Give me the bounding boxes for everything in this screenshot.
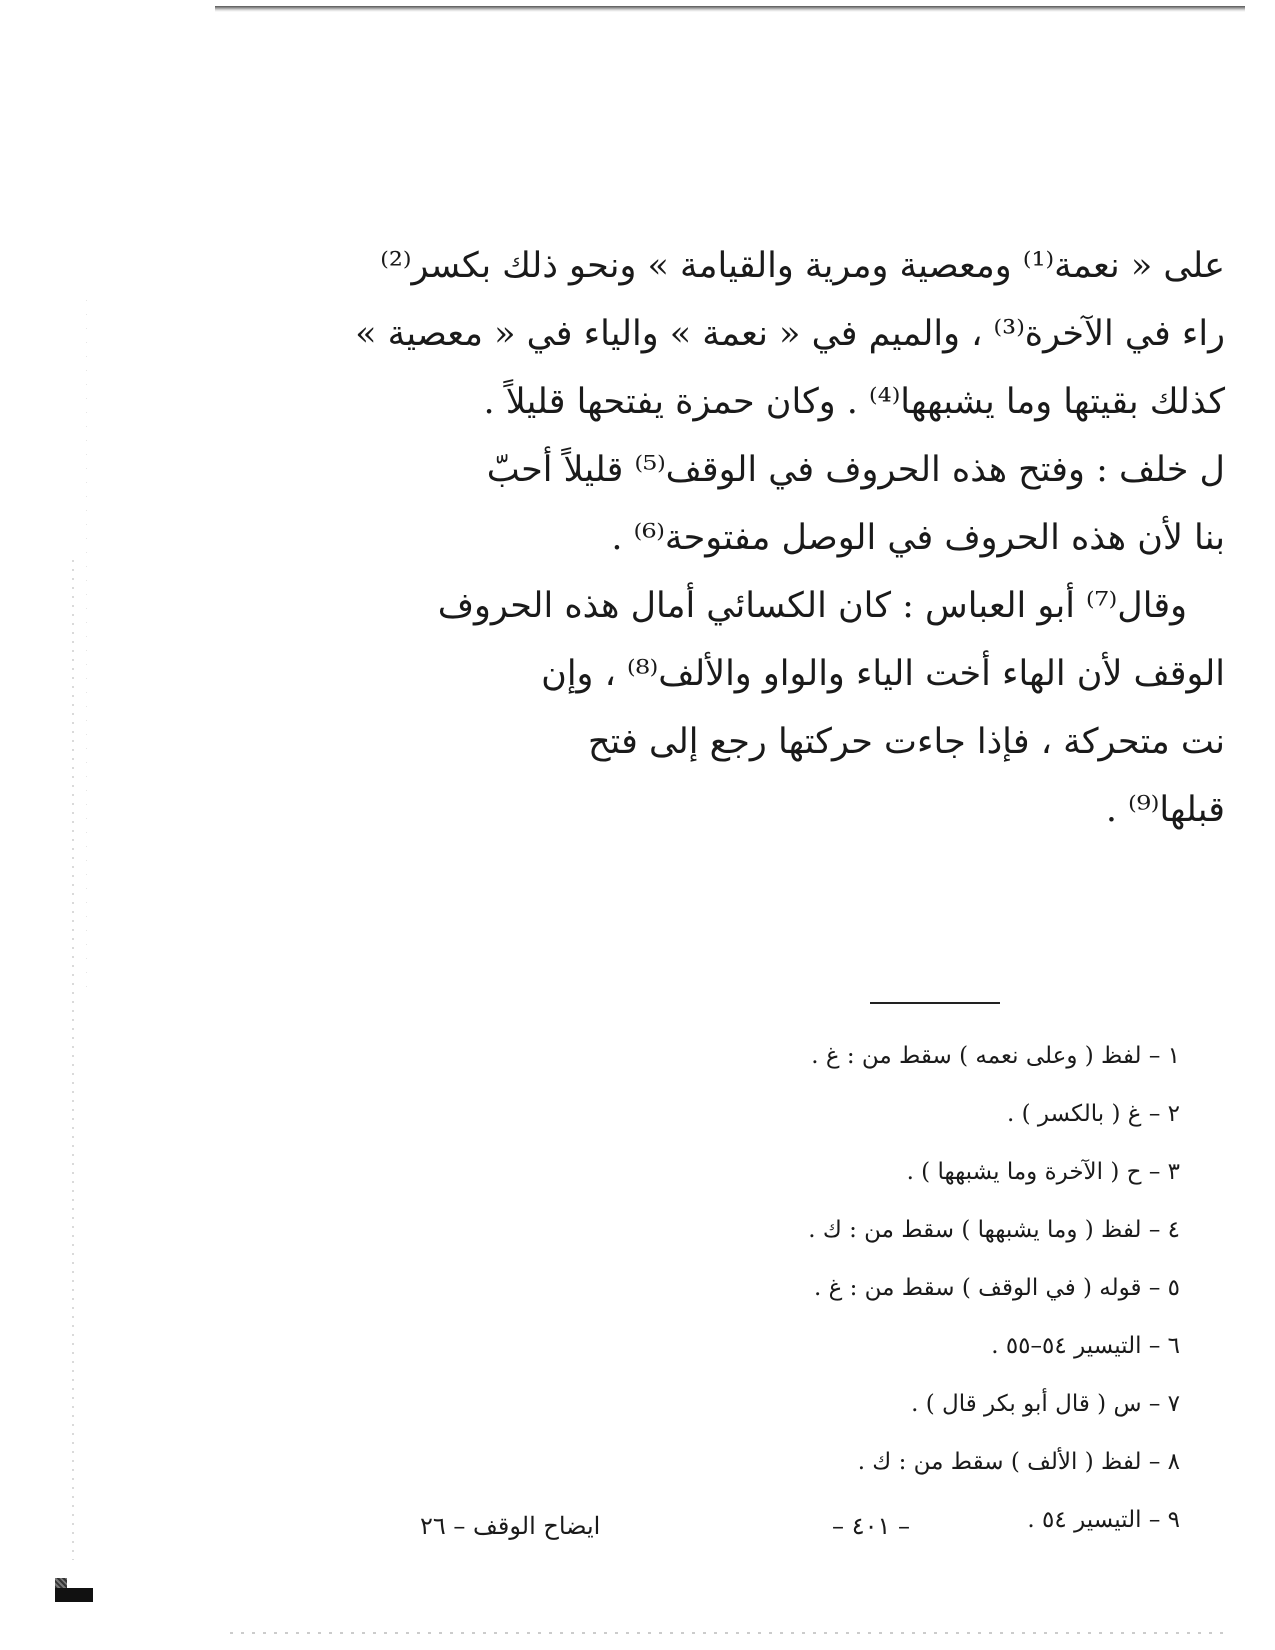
- footnote: ١ – لفظ ( وعلى نعمه ) سقط من : غ .: [811, 1043, 1180, 1069]
- scan-margin-speckle: [72, 560, 74, 1560]
- body-line: وقال⁽⁷⁾ أبو العباس : كان الكسائي أمال هذه الحروف: [437, 586, 1187, 626]
- scan-top-edge: [215, 6, 1245, 12]
- footnote: ٤ – لفظ ( وما يشبهها ) سقط من : ك .: [808, 1217, 1180, 1243]
- footnote: ٩ – التيسير ٥٤ .: [1027, 1507, 1180, 1533]
- body-text: [355, 232, 1225, 844]
- body-line: بنا لأن هذه الحروف في الوصل مفتوحة⁽⁶⁾ .: [611, 518, 1225, 558]
- footnote: ٣ – ح ( الآخرة وما يشبهها ) .: [906, 1159, 1180, 1185]
- scan-margin-speckle-inner: [86, 300, 87, 1000]
- body-line: الوقف لأن الهاء أخت الياء والواو والألف⁽⁸⁾ ، وإن: [541, 654, 1225, 694]
- scan-bottom-speckle: [230, 1632, 1230, 1634]
- footnotes-list: [740, 1027, 1180, 1549]
- footnote-separator: [870, 1002, 1000, 1004]
- footnote: ٦ – التيسير ٥٤–٥٥ .: [991, 1333, 1180, 1359]
- footnote: ٧ – س ( قال أبو بكر قال ) .: [911, 1391, 1180, 1417]
- body-line: راء في الآخرة⁽³⁾ ، والميم في « نعمة » والياء في « معصية »: [355, 314, 1225, 354]
- page-footer: [420, 1512, 910, 1552]
- body-line: نت متحركة ، فإذا جاءت حركتها رجع إلى فتح: [587, 722, 1225, 762]
- footnote: ٢ – غ ( بالكسر ) .: [1006, 1101, 1180, 1127]
- body-line: ل خلف : وفتح هذه الحروف في الوقف⁽⁵⁾ قليلاً أحبّ: [486, 450, 1225, 490]
- scan-corner-mark: [55, 1588, 93, 1602]
- body-line: قبلها⁽⁹⁾ .: [1105, 790, 1225, 830]
- footnote: ٨ – لفظ ( الألف ) سقط من : ك .: [857, 1449, 1180, 1475]
- page-number: – ٤٠١ –: [832, 1512, 910, 1540]
- running-title: ايضاح الوقف – ٢٦: [420, 1512, 601, 1540]
- body-line: كذلك بقيتها وما يشبهها⁽⁴⁾ . وكان حمزة يفتحها قليلاً .: [483, 382, 1225, 422]
- body-line: على « نعمة⁽¹⁾ ومعصية ومرية والقيامة » ونحو ذلك بكسر⁽²⁾: [380, 246, 1225, 286]
- footnote: ٥ – قوله ( في الوقف ) سقط من : غ .: [813, 1275, 1180, 1301]
